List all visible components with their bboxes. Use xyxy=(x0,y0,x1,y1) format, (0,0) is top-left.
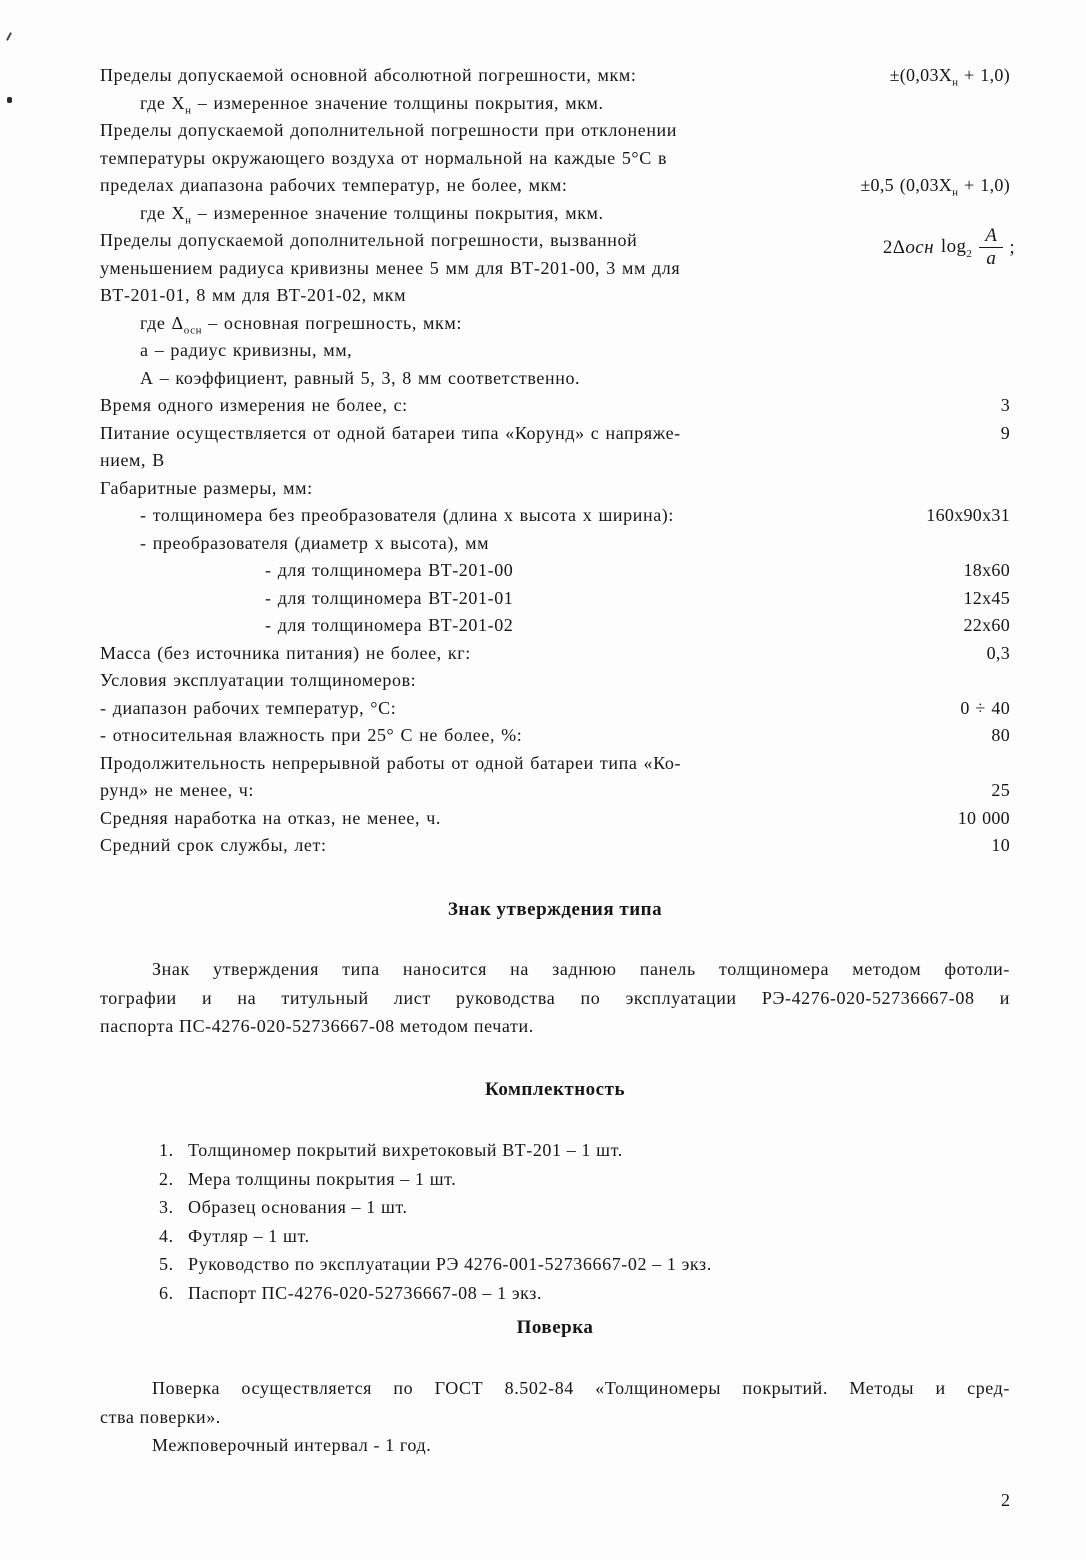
paragraph-line: Межповерочный интервал - 1 год. xyxy=(152,1435,432,1455)
list-item: 1. Толщиномер покрытий вихретоковый ВТ-201 – 1 шт. xyxy=(159,1140,623,1160)
list-item: 3. Образец основания – 1 шт. xyxy=(159,1197,408,1217)
spec-row: - относительная влажность при 25° С не более, %: 80 xyxy=(100,722,1010,750)
spec-row: Условия эксплуатации толщиномеров: xyxy=(100,670,417,690)
formula-fraction: $\frac{A}{a}$ xyxy=(979,225,1003,270)
spec-row: - для толщиномера ВТ-201-02 22х60 xyxy=(100,612,1010,640)
completeness-list xyxy=(100,1136,1010,1307)
spec-row: а – радиус кривизны, мм, xyxy=(140,340,353,360)
spec-row: ВТ-201-01, 8 мм для ВТ-201-02, мкм xyxy=(100,285,407,305)
paragraph-line: ства поверки». xyxy=(100,1406,221,1427)
spec-value: 25 xyxy=(991,780,1010,800)
spec-row: Средний срок службы, лет: 10 xyxy=(100,832,1010,860)
spec-row: Пределы допускаемой основной абсолютной погрешности, мкм: $\pm(0,03Х_н + 1,0)$ xyxy=(100,62,1010,90)
spec-row: - для толщиномера ВТ-201-01 12х45 xyxy=(100,585,1010,613)
spec-row: где $Х_н$ – измеренное значение толщины покрытия, мкм. xyxy=(140,202,604,227)
spec-row: Масса (без источника питания) не более, кг: 0,3 xyxy=(100,640,1010,668)
page-number: 2 xyxy=(1001,1490,1010,1510)
scan-artifact-tick xyxy=(6,32,12,41)
spec-row: Время одного измерения не более, с: 3 xyxy=(100,392,1010,420)
spec-value: 10 000 xyxy=(957,807,1010,828)
spec-row: - преобразователя (диаметр х высота), мм xyxy=(140,532,490,553)
spec-row: Габаритные размеры, мм: xyxy=(100,477,313,498)
spec-row: Пределы допускаемой дополнительной погрешности, вызванной xyxy=(100,230,638,250)
spec-value: 80 xyxy=(991,725,1010,745)
section-title-verification: Поверка xyxy=(516,1317,594,1338)
spec-row: Средняя наработка на отказ, не менее, ч. 10 000 xyxy=(100,805,1010,833)
spec-value: 12х45 xyxy=(963,587,1010,608)
section-title-completeness: Комплектность xyxy=(485,1079,625,1100)
spec-row: Питание осуществляется от одной батареи типа «Корунд» с напряже- 9 xyxy=(100,420,1010,448)
spec-row: - для толщиномера ВТ-201-00 18х60 xyxy=(100,557,1010,585)
list-item: 6. Паспорт ПС-4276-020-52736667-08 – 1 экз. xyxy=(159,1282,543,1303)
spec-value: 18х60 xyxy=(963,560,1010,580)
spec-value: 0 ÷ 40 xyxy=(960,697,1010,718)
paragraph-line: Поверка осуществляется по ГОСТ 8.502-84 «Толщиномеры покрытий. Методы и сред- xyxy=(152,1378,1010,1398)
spec-row: температуры окружающего воздуха от нормальной на каждые 5°С в xyxy=(100,147,668,168)
section-title-type-approval: Знак утверждения типа xyxy=(447,899,663,920)
spec-list xyxy=(100,62,1015,860)
type-approval-paragraph xyxy=(100,955,1010,1041)
spec-row: рунд» не менее, ч: 25 xyxy=(100,777,1010,805)
spec-value: 3 xyxy=(1000,395,1010,415)
spec-value: 10 xyxy=(991,835,1010,855)
correction-formula: 2Δосн $\log_2$ $\frac{A}{a}$ ; xyxy=(882,225,1015,269)
spec-row: где $\Delta_{осн}$ – основная погрешность, мкм: xyxy=(140,312,462,337)
spec-value: 160х90х31 xyxy=(926,505,1010,525)
spec-row: где $Х_н$ – измеренное значение толщины покрытия, мкм. xyxy=(140,92,604,117)
spec-value: 22х60 xyxy=(963,615,1010,635)
formula-coefficient: 2Δосн xyxy=(882,236,934,258)
spec-row: нием, В xyxy=(100,450,165,470)
list-item: 5. Руководство по эксплуатации РЭ 4276-001-52736667-02 – 1 экз. xyxy=(159,1254,712,1274)
paragraph-line: паспорта ПС-4276-020-52736667-08 методом печати. xyxy=(100,1016,534,1036)
spec-value: 0,3 xyxy=(986,642,1010,663)
verification-paragraph xyxy=(100,1374,1010,1460)
spec-value: 9 xyxy=(1000,422,1010,443)
spec-row: пределах диапазона рабочих температур, не более, мкм: ±0,5 $(0,03Х_н + 1,0)$ xyxy=(100,172,1010,200)
list-item: 4. Футляр – 1 шт. xyxy=(159,1225,310,1246)
spec-row: Пределы допускаемой дополнительной погрешности при отклонении xyxy=(100,120,678,140)
paragraph-line: тографии и на титульный лист руководства по эксплуатации РЭ-4276-020-52736667-08 и xyxy=(100,987,1010,1008)
spec-row: А – коэффициент, равный 5, 3, 8 мм соответственно. xyxy=(140,367,581,388)
spec-row: уменьшением радиуса кривизны менее 5 мм для ВТ-201-00, 3 мм для xyxy=(100,257,681,278)
spec-row: - диапазон рабочих температур, °С: 0 ÷ 40 xyxy=(100,695,1010,723)
paragraph-line: Знак утверждения типа наносится на заднюю панель толщиномера методом фотоли- xyxy=(152,959,1010,979)
formula-log: $\log_2$ xyxy=(940,235,973,260)
list-item: 2. Мера толщины покрытия – 1 шт. xyxy=(159,1168,457,1189)
spec-row: Продолжительность непрерывной работы от одной батареи типа «Ко- xyxy=(100,752,682,773)
spec-value: $\pm(0,03Х_н + 1,0)$ xyxy=(889,65,1010,89)
scan-artifact-dot xyxy=(7,97,12,103)
spec-value: ±0,5 $(0,03Х_н + 1,0)$ xyxy=(860,175,1010,199)
spec-row: - толщиномера без преобразователя (длина х высота х ширина): 160х90х31 xyxy=(100,502,1010,530)
